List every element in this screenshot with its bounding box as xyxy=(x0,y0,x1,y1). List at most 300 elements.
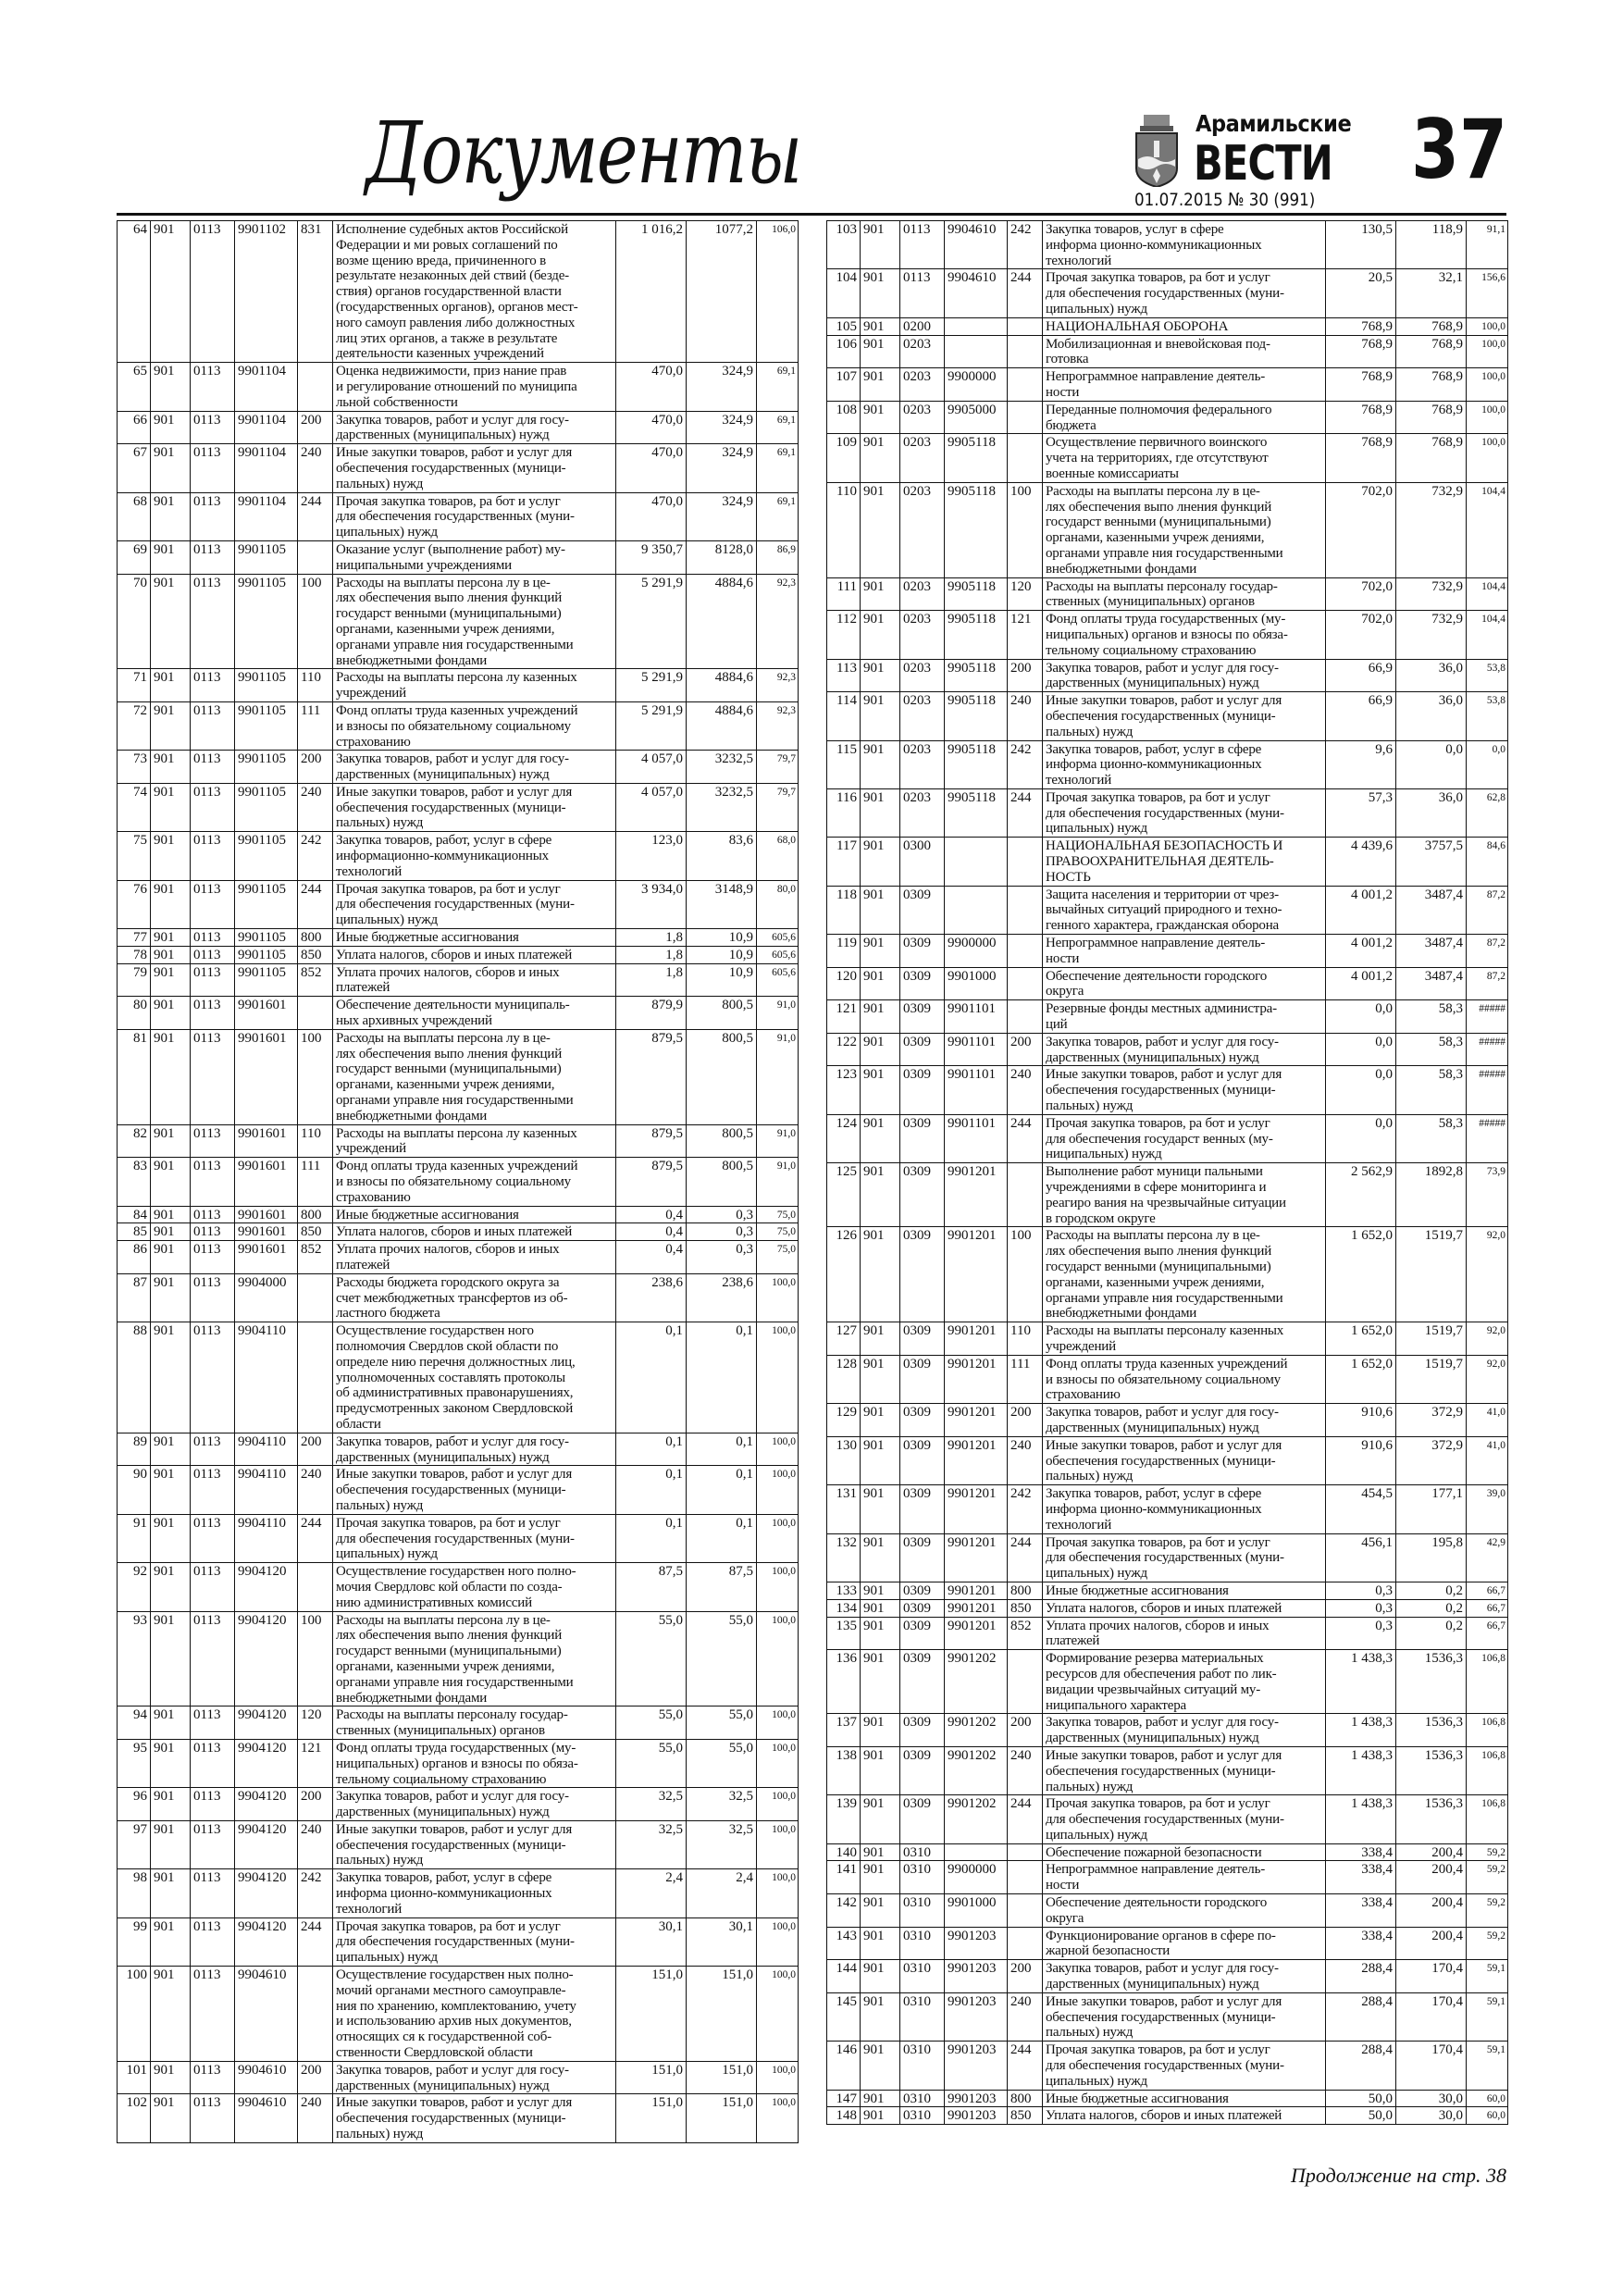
description-cell: Иные закупки товаров, работ и услуг для обеспечения государственных (муници- пальных) нужд xyxy=(1043,1436,1326,1484)
row-number-cell: 117 xyxy=(827,838,861,886)
section-code-cell: 0113 xyxy=(191,363,235,411)
department-code-cell: 901 xyxy=(151,946,191,963)
expense-type-cell: 100 xyxy=(298,574,333,669)
description-cell: Прочая закупка товаров, ра бот и услуг для обеспечения государственных (муни- ципальных) нужд xyxy=(333,1514,616,1562)
percent-executed-cell: 100,0 xyxy=(757,1820,799,1868)
target-code-cell: 9901201 xyxy=(945,1436,1008,1484)
actual-amount-cell: 1536,3 xyxy=(1396,1714,1467,1747)
planned-amount-cell: 338,4 xyxy=(1326,1861,1396,1894)
planned-amount-cell: 5 291,9 xyxy=(616,574,687,669)
expense-type-cell: 200 xyxy=(1008,659,1043,692)
planned-amount-cell: 768,9 xyxy=(1326,401,1396,434)
row-number-cell: 110 xyxy=(827,482,861,577)
expense-type-cell: 850 xyxy=(1008,1599,1043,1617)
expense-type-cell xyxy=(1008,1843,1043,1861)
row-number-cell: 87 xyxy=(118,1273,151,1322)
actual-amount-cell: 800,5 xyxy=(687,1124,757,1158)
target-code-cell: 9905118 xyxy=(945,434,1008,482)
expense-type-cell xyxy=(1008,317,1043,335)
expense-type-cell: 110 xyxy=(298,1124,333,1158)
table-row xyxy=(827,1355,1508,1403)
percent-executed-cell: 53,8 xyxy=(1467,659,1508,692)
expense-type-cell: 800 xyxy=(1008,2090,1043,2107)
description-cell: Фонд оплаты труда государственных (му- ниципальных) органов и взносы по обяза- тельному социальному страхованию xyxy=(1043,611,1326,659)
expense-type-cell: 850 xyxy=(298,946,333,963)
expense-type-cell: 850 xyxy=(1008,2107,1043,2125)
section-code-cell: 0113 xyxy=(191,1158,235,1206)
section-code-cell: 0113 xyxy=(191,1611,235,1706)
department-code-cell: 901 xyxy=(861,1033,900,1066)
row-number-cell: 122 xyxy=(827,1033,861,1066)
table-row xyxy=(118,1788,799,1821)
page-number: 37 xyxy=(1411,102,1508,197)
table-row xyxy=(118,929,799,947)
description-cell: Уплата налогов, сборов и иных платежей xyxy=(1043,2107,1326,2125)
percent-executed-cell: 87,2 xyxy=(1467,935,1508,968)
percent-executed-cell: 100,0 xyxy=(757,2094,799,2142)
planned-amount-cell: 66,9 xyxy=(1326,692,1396,740)
row-number-cell: 136 xyxy=(827,1650,861,1714)
planned-amount-cell: 470,0 xyxy=(616,411,687,444)
target-code-cell: 9901203 xyxy=(945,1960,1008,1993)
actual-amount-cell: 1536,3 xyxy=(1396,1746,1467,1794)
department-code-cell: 901 xyxy=(861,1861,900,1894)
expense-type-cell: 240 xyxy=(1008,1746,1043,1794)
table-row xyxy=(827,838,1508,886)
expense-type-cell: 111 xyxy=(1008,1355,1043,1403)
row-number-cell: 80 xyxy=(118,997,151,1030)
actual-amount-cell: 4884,6 xyxy=(687,701,757,750)
section-code-cell: 0309 xyxy=(900,1163,945,1227)
description-cell: Иные закупки товаров, работ и услуг для обеспечения государственных (муници- пальных) нужд xyxy=(333,2094,616,2142)
row-number-cell: 127 xyxy=(827,1322,861,1356)
target-code-cell: 9901203 xyxy=(945,2042,1008,2090)
target-code-cell: 9901105 xyxy=(235,669,298,702)
expense-type-cell: 240 xyxy=(1008,1992,1043,2041)
expense-type-cell: 831 xyxy=(298,221,333,363)
planned-amount-cell: 702,0 xyxy=(1326,611,1396,659)
planned-amount-cell: 4 439,6 xyxy=(1326,838,1396,886)
description-cell: Осуществление государствен ного полномочия Свердлов ской области по определе нию перечня должностных лиц, уполномоченных составлять протоколы об административных правонарушениях, предусмотренных законом Свердловской области xyxy=(333,1322,616,1433)
expense-type-cell: 120 xyxy=(1008,577,1043,611)
actual-amount-cell: 324,9 xyxy=(687,411,757,444)
expense-type-cell: 852 xyxy=(298,963,333,997)
expense-type-cell: 242 xyxy=(1008,1485,1043,1533)
section-code-cell: 0113 xyxy=(191,2094,235,2142)
table-row xyxy=(118,1223,799,1241)
section-code-cell: 0113 xyxy=(191,1466,235,1514)
target-code-cell: 9904610 xyxy=(945,269,1008,317)
department-code-cell: 901 xyxy=(151,574,191,669)
row-number-cell: 103 xyxy=(827,221,861,269)
actual-amount-cell: 3487,4 xyxy=(1396,935,1467,968)
planned-amount-cell: 4 057,0 xyxy=(616,783,687,831)
planned-amount-cell: 4 001,2 xyxy=(1326,886,1396,934)
actual-amount-cell: 170,4 xyxy=(1396,1960,1467,1993)
table-row xyxy=(827,1485,1508,1533)
section-code-cell: 0203 xyxy=(900,577,945,611)
planned-amount-cell: 1 438,3 xyxy=(1326,1714,1396,1747)
percent-executed-cell: 106,8 xyxy=(1467,1650,1508,1714)
table-row xyxy=(827,1861,1508,1894)
target-code-cell: 9901203 xyxy=(945,2090,1008,2107)
expense-type-cell: 200 xyxy=(1008,1033,1043,1066)
expense-type-cell: 800 xyxy=(298,1206,333,1223)
actual-amount-cell: 0,0 xyxy=(1396,740,1467,788)
planned-amount-cell: 768,9 xyxy=(1326,434,1396,482)
table-row xyxy=(827,317,1508,335)
expense-type-cell: 244 xyxy=(1008,1114,1043,1162)
percent-executed-cell: 100,0 xyxy=(757,1611,799,1706)
planned-amount-cell: 238,6 xyxy=(616,1273,687,1322)
description-cell: Прочая закупка товаров, ра бот и услуг для обеспечения государственных (муни- ципальных) нужд xyxy=(333,492,616,540)
department-code-cell: 901 xyxy=(861,269,900,317)
table-row xyxy=(827,1322,1508,1356)
description-cell: Иные бюджетные ассигнования xyxy=(333,1206,616,1223)
department-code-cell: 901 xyxy=(151,1206,191,1223)
row-number-cell: 141 xyxy=(827,1861,861,1894)
table-row xyxy=(118,540,799,574)
description-cell: Закупка товаров, работ и услуг для госу- дарственных (муниципальных) нужд xyxy=(333,751,616,784)
department-code-cell: 901 xyxy=(151,492,191,540)
planned-amount-cell: 32,5 xyxy=(616,1820,687,1868)
percent-executed-cell: 59,2 xyxy=(1467,1843,1508,1861)
department-code-cell: 901 xyxy=(151,444,191,492)
row-number-cell: 70 xyxy=(118,574,151,669)
department-code-cell: 901 xyxy=(151,1158,191,1206)
planned-amount-cell: 9,6 xyxy=(1326,740,1396,788)
table-row xyxy=(827,1227,1508,1322)
target-code-cell: 9904120 xyxy=(235,1563,298,1611)
department-code-cell: 901 xyxy=(861,368,900,402)
department-code-cell: 901 xyxy=(151,1611,191,1706)
percent-executed-cell: 106,8 xyxy=(1467,1746,1508,1794)
section-code-cell: 0310 xyxy=(900,1960,945,1993)
expense-type-cell: 244 xyxy=(298,880,333,928)
department-code-cell: 901 xyxy=(861,1960,900,1993)
department-code-cell: 901 xyxy=(151,929,191,947)
target-code-cell: 9901201 xyxy=(945,1163,1008,1227)
actual-amount-cell: 768,9 xyxy=(1396,401,1467,434)
percent-executed-cell: 106,8 xyxy=(1467,1795,1508,1843)
description-cell: Прочая закупка товаров, ра бот и услуг для обеспечения государственных (муни- ципальных) нужд xyxy=(1043,2042,1326,2090)
planned-amount-cell: 768,9 xyxy=(1326,368,1396,402)
planned-amount-cell: 288,4 xyxy=(1326,1960,1396,1993)
department-code-cell: 901 xyxy=(861,401,900,434)
planned-amount-cell: 4 001,2 xyxy=(1326,967,1396,1000)
section-code-cell: 0203 xyxy=(900,368,945,402)
description-cell: Расходы на выплаты персоналу государ- ственных (муниципальных) органов xyxy=(333,1706,616,1740)
percent-executed-cell: 59,2 xyxy=(1467,1927,1508,1960)
expense-type-cell: 240 xyxy=(298,783,333,831)
planned-amount-cell: 338,4 xyxy=(1326,1843,1396,1861)
target-code-cell: 9901105 xyxy=(235,540,298,574)
percent-executed-cell: 60,0 xyxy=(1467,2107,1508,2125)
planned-amount-cell: 0,3 xyxy=(1326,1617,1396,1650)
department-code-cell: 901 xyxy=(151,997,191,1030)
table-row xyxy=(827,1599,1508,1617)
planned-amount-cell: 0,0 xyxy=(1326,1066,1396,1114)
target-code-cell: 9901104 xyxy=(235,444,298,492)
row-number-cell: 92 xyxy=(118,1563,151,1611)
expense-type-cell: 110 xyxy=(298,669,333,702)
row-number-cell: 86 xyxy=(118,1241,151,1274)
planned-amount-cell: 57,3 xyxy=(1326,788,1396,837)
row-number-cell: 72 xyxy=(118,701,151,750)
target-code-cell: 9904120 xyxy=(235,1788,298,1821)
department-code-cell: 901 xyxy=(151,1223,191,1241)
target-code-cell: 9901203 xyxy=(945,1992,1008,2041)
row-number-cell: 78 xyxy=(118,946,151,963)
percent-executed-cell: 59,1 xyxy=(1467,1960,1508,1993)
planned-amount-cell: 0,4 xyxy=(616,1241,687,1274)
section-code-cell: 0113 xyxy=(191,1433,235,1466)
department-code-cell: 901 xyxy=(861,788,900,837)
table-row xyxy=(118,1563,799,1611)
table-row xyxy=(118,1322,799,1433)
target-code-cell: 9904120 xyxy=(235,1869,298,1917)
percent-executed-cell: 92,3 xyxy=(757,701,799,750)
department-code-cell: 901 xyxy=(861,1485,900,1533)
actual-amount-cell: 87,5 xyxy=(687,1563,757,1611)
actual-amount-cell: 32,5 xyxy=(687,1820,757,1868)
planned-amount-cell: 55,0 xyxy=(616,1739,687,1787)
actual-amount-cell: 768,9 xyxy=(1396,335,1467,368)
section-code-cell: 0203 xyxy=(900,788,945,837)
planned-amount-cell: 879,5 xyxy=(616,1158,687,1206)
row-number-cell: 109 xyxy=(827,434,861,482)
section-code-cell: 0113 xyxy=(191,946,235,963)
percent-executed-cell: 91,1 xyxy=(1467,221,1508,269)
section-code-cell: 0113 xyxy=(191,751,235,784)
actual-amount-cell: 151,0 xyxy=(687,1967,757,2062)
percent-executed-cell: 92,3 xyxy=(757,574,799,669)
brand-name-top: Арамильские xyxy=(1196,110,1352,137)
actual-amount-cell: 195,8 xyxy=(1396,1533,1467,1582)
section-code-cell: 0309 xyxy=(900,1795,945,1843)
department-code-cell: 901 xyxy=(151,1322,191,1433)
table-row xyxy=(827,611,1508,659)
actual-amount-cell: 0,1 xyxy=(687,1466,757,1514)
department-code-cell: 901 xyxy=(861,659,900,692)
percent-executed-cell: 69,1 xyxy=(757,444,799,492)
percent-executed-cell: 75,0 xyxy=(757,1223,799,1241)
actual-amount-cell: 800,5 xyxy=(687,997,757,1030)
section-code-cell: 0310 xyxy=(900,1861,945,1894)
section-code-cell: 0309 xyxy=(900,1355,945,1403)
department-code-cell: 901 xyxy=(861,2107,900,2125)
actual-amount-cell: 800,5 xyxy=(687,1029,757,1124)
department-code-cell: 901 xyxy=(861,1843,900,1861)
table-row xyxy=(118,1706,799,1740)
description-cell: Уплата прочих налогов, сборов и иных платежей xyxy=(333,963,616,997)
percent-executed-cell: 106,0 xyxy=(757,221,799,363)
table-row xyxy=(118,1917,799,1966)
section-code-cell: 0113 xyxy=(191,411,235,444)
section-code-cell: 0113 xyxy=(191,540,235,574)
description-cell: Расходы на выплаты персона лу казенных учреждений xyxy=(333,669,616,702)
table-row xyxy=(827,1746,1508,1794)
expense-type-cell: 100 xyxy=(1008,1227,1043,1322)
planned-amount-cell: 0,1 xyxy=(616,1514,687,1562)
description-cell: Закупка товаров, работ и услуг для госу- дарственных (муниципальных) нужд xyxy=(1043,1714,1326,1747)
section-code-cell: 0113 xyxy=(191,2061,235,2094)
department-code-cell: 901 xyxy=(861,221,900,269)
planned-amount-cell: 5 291,9 xyxy=(616,669,687,702)
target-code-cell: 9901105 xyxy=(235,783,298,831)
table-row xyxy=(118,946,799,963)
percent-executed-cell: 156,6 xyxy=(1467,269,1508,317)
section-code-cell: 0113 xyxy=(191,1514,235,1562)
target-code-cell: 9904120 xyxy=(235,1611,298,1706)
row-number-cell: 90 xyxy=(118,1466,151,1514)
target-code-cell: 9901105 xyxy=(235,751,298,784)
actual-amount-cell: 170,4 xyxy=(1396,1992,1467,2041)
row-number-cell: 123 xyxy=(827,1066,861,1114)
actual-amount-cell: 55,0 xyxy=(687,1611,757,1706)
planned-amount-cell: 130,5 xyxy=(1326,221,1396,269)
description-cell: Фонд оплаты труда государственных (му- ниципальных) органов и взносы по обяза- тельному социальному страхованию xyxy=(333,1739,616,1787)
percent-executed-cell: 39,0 xyxy=(1467,1485,1508,1533)
section-code-cell: 0309 xyxy=(900,1599,945,1617)
row-number-cell: 79 xyxy=(118,963,151,997)
section-code-cell: 0113 xyxy=(191,1322,235,1433)
expense-type-cell: 111 xyxy=(298,1158,333,1206)
row-number-cell: 94 xyxy=(118,1706,151,1740)
table-row xyxy=(118,1611,799,1706)
description-cell: Выполнение работ муници пальными учреждениями в сфере мониторинга и реагиро вания на чрезвычайные ситуации в городском округе xyxy=(1043,1163,1326,1227)
percent-executed-cell: 84,6 xyxy=(1467,838,1508,886)
section-code-cell: 0310 xyxy=(900,1992,945,2041)
target-code-cell: 9901101 xyxy=(945,1066,1008,1114)
section-code-cell: 0113 xyxy=(191,783,235,831)
description-cell: Функционирование органов в сфере по- жарной безопасности xyxy=(1043,1927,1326,1960)
section-code-cell: 0200 xyxy=(900,317,945,335)
table-row xyxy=(118,1206,799,1223)
expense-type-cell: 242 xyxy=(1008,740,1043,788)
actual-amount-cell: 200,4 xyxy=(1396,1843,1467,1861)
section-code-cell: 0113 xyxy=(191,492,235,540)
header-rule xyxy=(117,213,1506,216)
planned-amount-cell: 910,6 xyxy=(1326,1404,1396,1437)
percent-executed-cell: 53,8 xyxy=(1467,692,1508,740)
expense-type-cell: 800 xyxy=(298,929,333,947)
expense-type-cell: 111 xyxy=(298,701,333,750)
planned-amount-cell: 4 001,2 xyxy=(1326,935,1396,968)
section-code-cell: 0310 xyxy=(900,1894,945,1928)
actual-amount-cell: 4884,6 xyxy=(687,574,757,669)
description-cell: Оказание услуг (выполнение работ) му- ниципальными учреждениями xyxy=(333,540,616,574)
actual-amount-cell: 3232,5 xyxy=(687,751,757,784)
department-code-cell: 901 xyxy=(151,963,191,997)
section-code-cell: 0309 xyxy=(900,1066,945,1114)
expense-type-cell: 200 xyxy=(1008,1714,1043,1747)
actual-amount-cell: 732,9 xyxy=(1396,577,1467,611)
department-code-cell: 901 xyxy=(861,1404,900,1437)
expense-type-cell: 244 xyxy=(1008,788,1043,837)
target-code-cell: 9904610 xyxy=(235,2061,298,2094)
target-code-cell: 9905118 xyxy=(945,611,1008,659)
percent-executed-cell: 66,7 xyxy=(1467,1617,1508,1650)
row-number-cell: 145 xyxy=(827,1992,861,2041)
target-code-cell: 9904120 xyxy=(235,1917,298,1966)
section-code-cell: 0309 xyxy=(900,1000,945,1034)
description-cell: Расходы на выплаты персона лу в це- лях обеспечения выпо лнения функций государст венными (муниципальными) органами, казенными учреж дениями, органами управле ния государственными внебюджетными фондами xyxy=(333,1611,616,1706)
department-code-cell: 901 xyxy=(861,434,900,482)
department-code-cell: 901 xyxy=(861,1714,900,1747)
description-cell: Закупка товаров, работ и услуг для госу- дарственных (муниципальных) нужд xyxy=(333,1433,616,1466)
target-code-cell: 9901105 xyxy=(235,963,298,997)
actual-amount-cell: 324,9 xyxy=(687,492,757,540)
table-row xyxy=(118,1820,799,1868)
expense-type-cell: 100 xyxy=(298,1611,333,1706)
row-number-cell: 139 xyxy=(827,1795,861,1843)
description-cell: Расходы на выплаты персона лу в це- лях обеспечения выпо лнения функций государст венными (муниципальными) органами, казенными учреж дениями, органами управле ния государственными внебюджетными фондами xyxy=(1043,482,1326,577)
description-cell: Закупка товаров, работ и услуг для госу- дарственных (муниципальных) нужд xyxy=(1043,1033,1326,1066)
table-row xyxy=(118,997,799,1030)
target-code-cell: 9905118 xyxy=(945,740,1008,788)
table-row xyxy=(827,1650,1508,1714)
target-code-cell: 9901201 xyxy=(945,1355,1008,1403)
description-cell: Фонд оплаты труда казенных учреждений и взносы по обязательному социальному страхованию xyxy=(1043,1355,1326,1403)
planned-amount-cell: 470,0 xyxy=(616,492,687,540)
description-cell: Прочая закупка товаров, ра бот и услуг для обеспечения государственных (муни- ципальных) нужд xyxy=(1043,269,1326,317)
planned-amount-cell: 0,1 xyxy=(616,1466,687,1514)
description-cell: Расходы на выплаты персоналу государ- ственных (муниципальных) органов xyxy=(1043,577,1326,611)
department-code-cell: 901 xyxy=(151,701,191,750)
percent-executed-cell: 41,0 xyxy=(1467,1404,1508,1437)
row-number-cell: 75 xyxy=(118,832,151,880)
budget-table-right xyxy=(826,220,1508,2125)
description-cell: Осуществление первичного воинского учета на территориях, где отсутствуют военные комиссариаты xyxy=(1043,434,1326,482)
actual-amount-cell: 4884,6 xyxy=(687,669,757,702)
percent-executed-cell: 605,6 xyxy=(757,946,799,963)
planned-amount-cell: 910,6 xyxy=(1326,1436,1396,1484)
section-code-cell: 0113 xyxy=(191,1820,235,1868)
planned-amount-cell: 0,0 xyxy=(1326,1033,1396,1066)
actual-amount-cell: 1519,7 xyxy=(1396,1322,1467,1356)
expense-type-cell: 244 xyxy=(1008,2042,1043,2090)
expense-type-cell: 200 xyxy=(298,1788,333,1821)
actual-amount-cell: 30,0 xyxy=(1396,2107,1467,2125)
target-code-cell xyxy=(945,886,1008,934)
target-code-cell xyxy=(945,335,1008,368)
row-number-cell: 114 xyxy=(827,692,861,740)
description-cell: Расходы на выплаты персона лу в це- лях обеспечения выпо лнения функций государст венными (муниципальными) органами, казенными учреж дениями, органами управле ния государственными внебюджетными фондами xyxy=(333,1029,616,1124)
description-cell: Осуществление государствен ных полно- мочий органами местного самоуправле- ния по хранению, комплектованию, учету и использованию архив ных документов, относящих ся к государственной соб- ственности Свердловской области xyxy=(333,1967,616,2062)
actual-amount-cell: 32,1 xyxy=(1396,269,1467,317)
percent-executed-cell: 92,3 xyxy=(757,669,799,702)
description-cell: Формирование резерва материальных ресурсов для обеспечения работ по лик- видации чрезвычайных ситуаций му- ниципального характера xyxy=(1043,1650,1326,1714)
section-code-cell: 0113 xyxy=(191,1788,235,1821)
department-code-cell: 901 xyxy=(861,1114,900,1162)
section-code-cell: 0113 xyxy=(191,1273,235,1322)
target-code-cell: 9905118 xyxy=(945,482,1008,577)
description-cell: Расходы на выплаты персона лу казенных учреждений xyxy=(333,1124,616,1158)
department-code-cell: 901 xyxy=(861,1617,900,1650)
row-number-cell: 106 xyxy=(827,335,861,368)
target-code-cell: 9901201 xyxy=(945,1617,1008,1650)
row-number-cell: 126 xyxy=(827,1227,861,1322)
expense-type-cell: 240 xyxy=(298,2094,333,2142)
actual-amount-cell: 238,6 xyxy=(687,1273,757,1322)
description-cell: Закупка товаров, работ и услуг для госу- дарственных (муниципальных) нужд xyxy=(333,2061,616,2094)
row-number-cell: 146 xyxy=(827,2042,861,2090)
row-number-cell: 111 xyxy=(827,577,861,611)
section-code-cell: 0113 xyxy=(191,832,235,880)
planned-amount-cell: 470,0 xyxy=(616,363,687,411)
description-cell: Прочая закупка товаров, ра бот и услуг для обеспечения государст венных (му- ниципальных) нужд xyxy=(1043,1114,1326,1162)
